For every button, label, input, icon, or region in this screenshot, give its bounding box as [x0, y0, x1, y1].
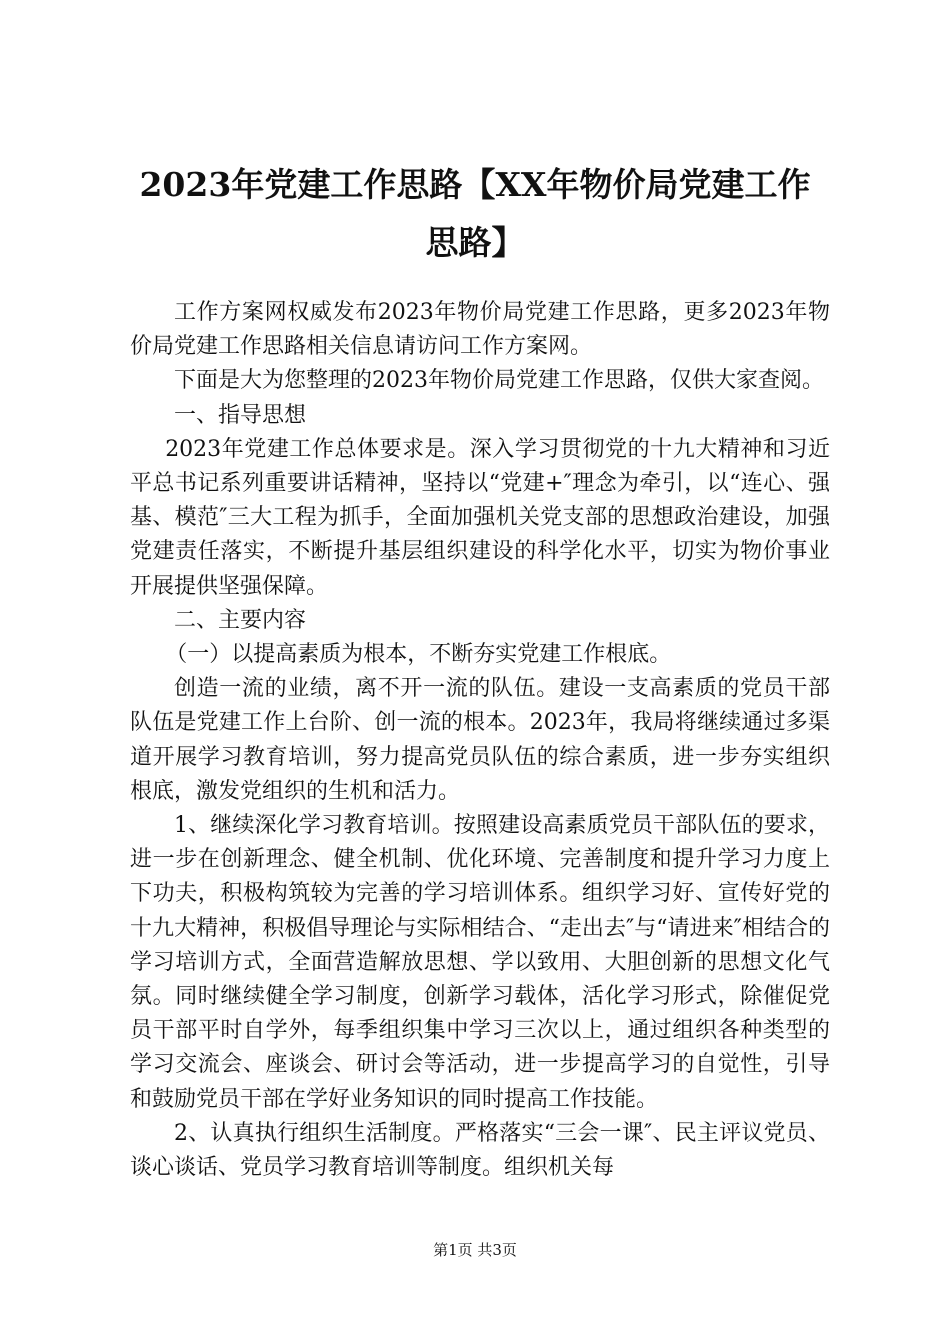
paragraph-guiding: 2023年党建工作总体要求是。深入学习贯彻党的十九大精神和习近平总书记系列重要讲话精神，坚持以“党建+″理念为牵引，以“连心、强基、模范″三大工程为抓手，全面加强机关党支部的思想政治建设，加强党建责任落实，不断提升基层组织建设的科学化水平，切实为物价事业开展提供坚强保障。: [130, 436, 830, 599]
document-body: [130, 296, 830, 1185]
section-heading-2: 二、主要内容: [174, 607, 307, 633]
section-heading-1: 一、指导思想: [174, 402, 307, 428]
subsection-heading-1: （一）以提高素质为根本，不断夯实党建工作根底。: [165, 642, 672, 668]
paragraph-intro-2: 下面是大为您整理的2023年物价局党建工作思路，仅供大家查阅。: [174, 368, 824, 394]
title-line-2: 思路】: [425, 223, 525, 262]
page-footer: 第1页 共3页: [433, 1241, 517, 1259]
paragraph-item-1: 1、继续深化学习教育培训。按照建设高素质党员干部队伍的要求，进一步在创新理念、健全机制、优化环境、完善制度和提升学习力度上下功夫，积极构筑较为完善的学习培训体系。组织学习好、宣传好党的十九大精神，积极倡导理论与实际相结合、“走出去″与“请进来″相结合的学习培训方式，全面营造解放思想、学以致用、大胆创新的思想文化气氛。同时继续健全学习制度，创新学习载体，活化学习形式，除催促党员干部平时自学外，每季组织集中学习三次以上，通过组织各种类型的学习交流会、座谈会、研讨会等活动，进一步提高学习的自觉性，引导和鼓励党员干部在学好业务知识的同时提高工作技能。: [130, 813, 830, 1112]
paragraph-intro: 工作方案网权威发布2023年物价局党建工作思路，更多2023年物价局党建工作思路相关信息请访问工作方案网。: [130, 300, 830, 360]
document-title: [100, 156, 850, 272]
paragraph-item-2: 2、认真执行组织生活制度。严格落实“三会一课″、民主评议党员、谈心谈话、党员学习教育培训等制度。组织机关每: [130, 1120, 830, 1181]
paragraph-team: 创造一流的业绩，离不开一流的队伍。建设一支高素质的党员干部队伍是党建工作上台阶、创一流的根本。2023年，我局将继续通过多渠道开展学习教育培训，努力提高党员队伍的综合素质，进一步夯实组织根底，激发党组织的生机和活力。: [130, 676, 830, 804]
title-line-1: 2023年党建工作思路【XX年物价局党建工作: [139, 165, 811, 204]
